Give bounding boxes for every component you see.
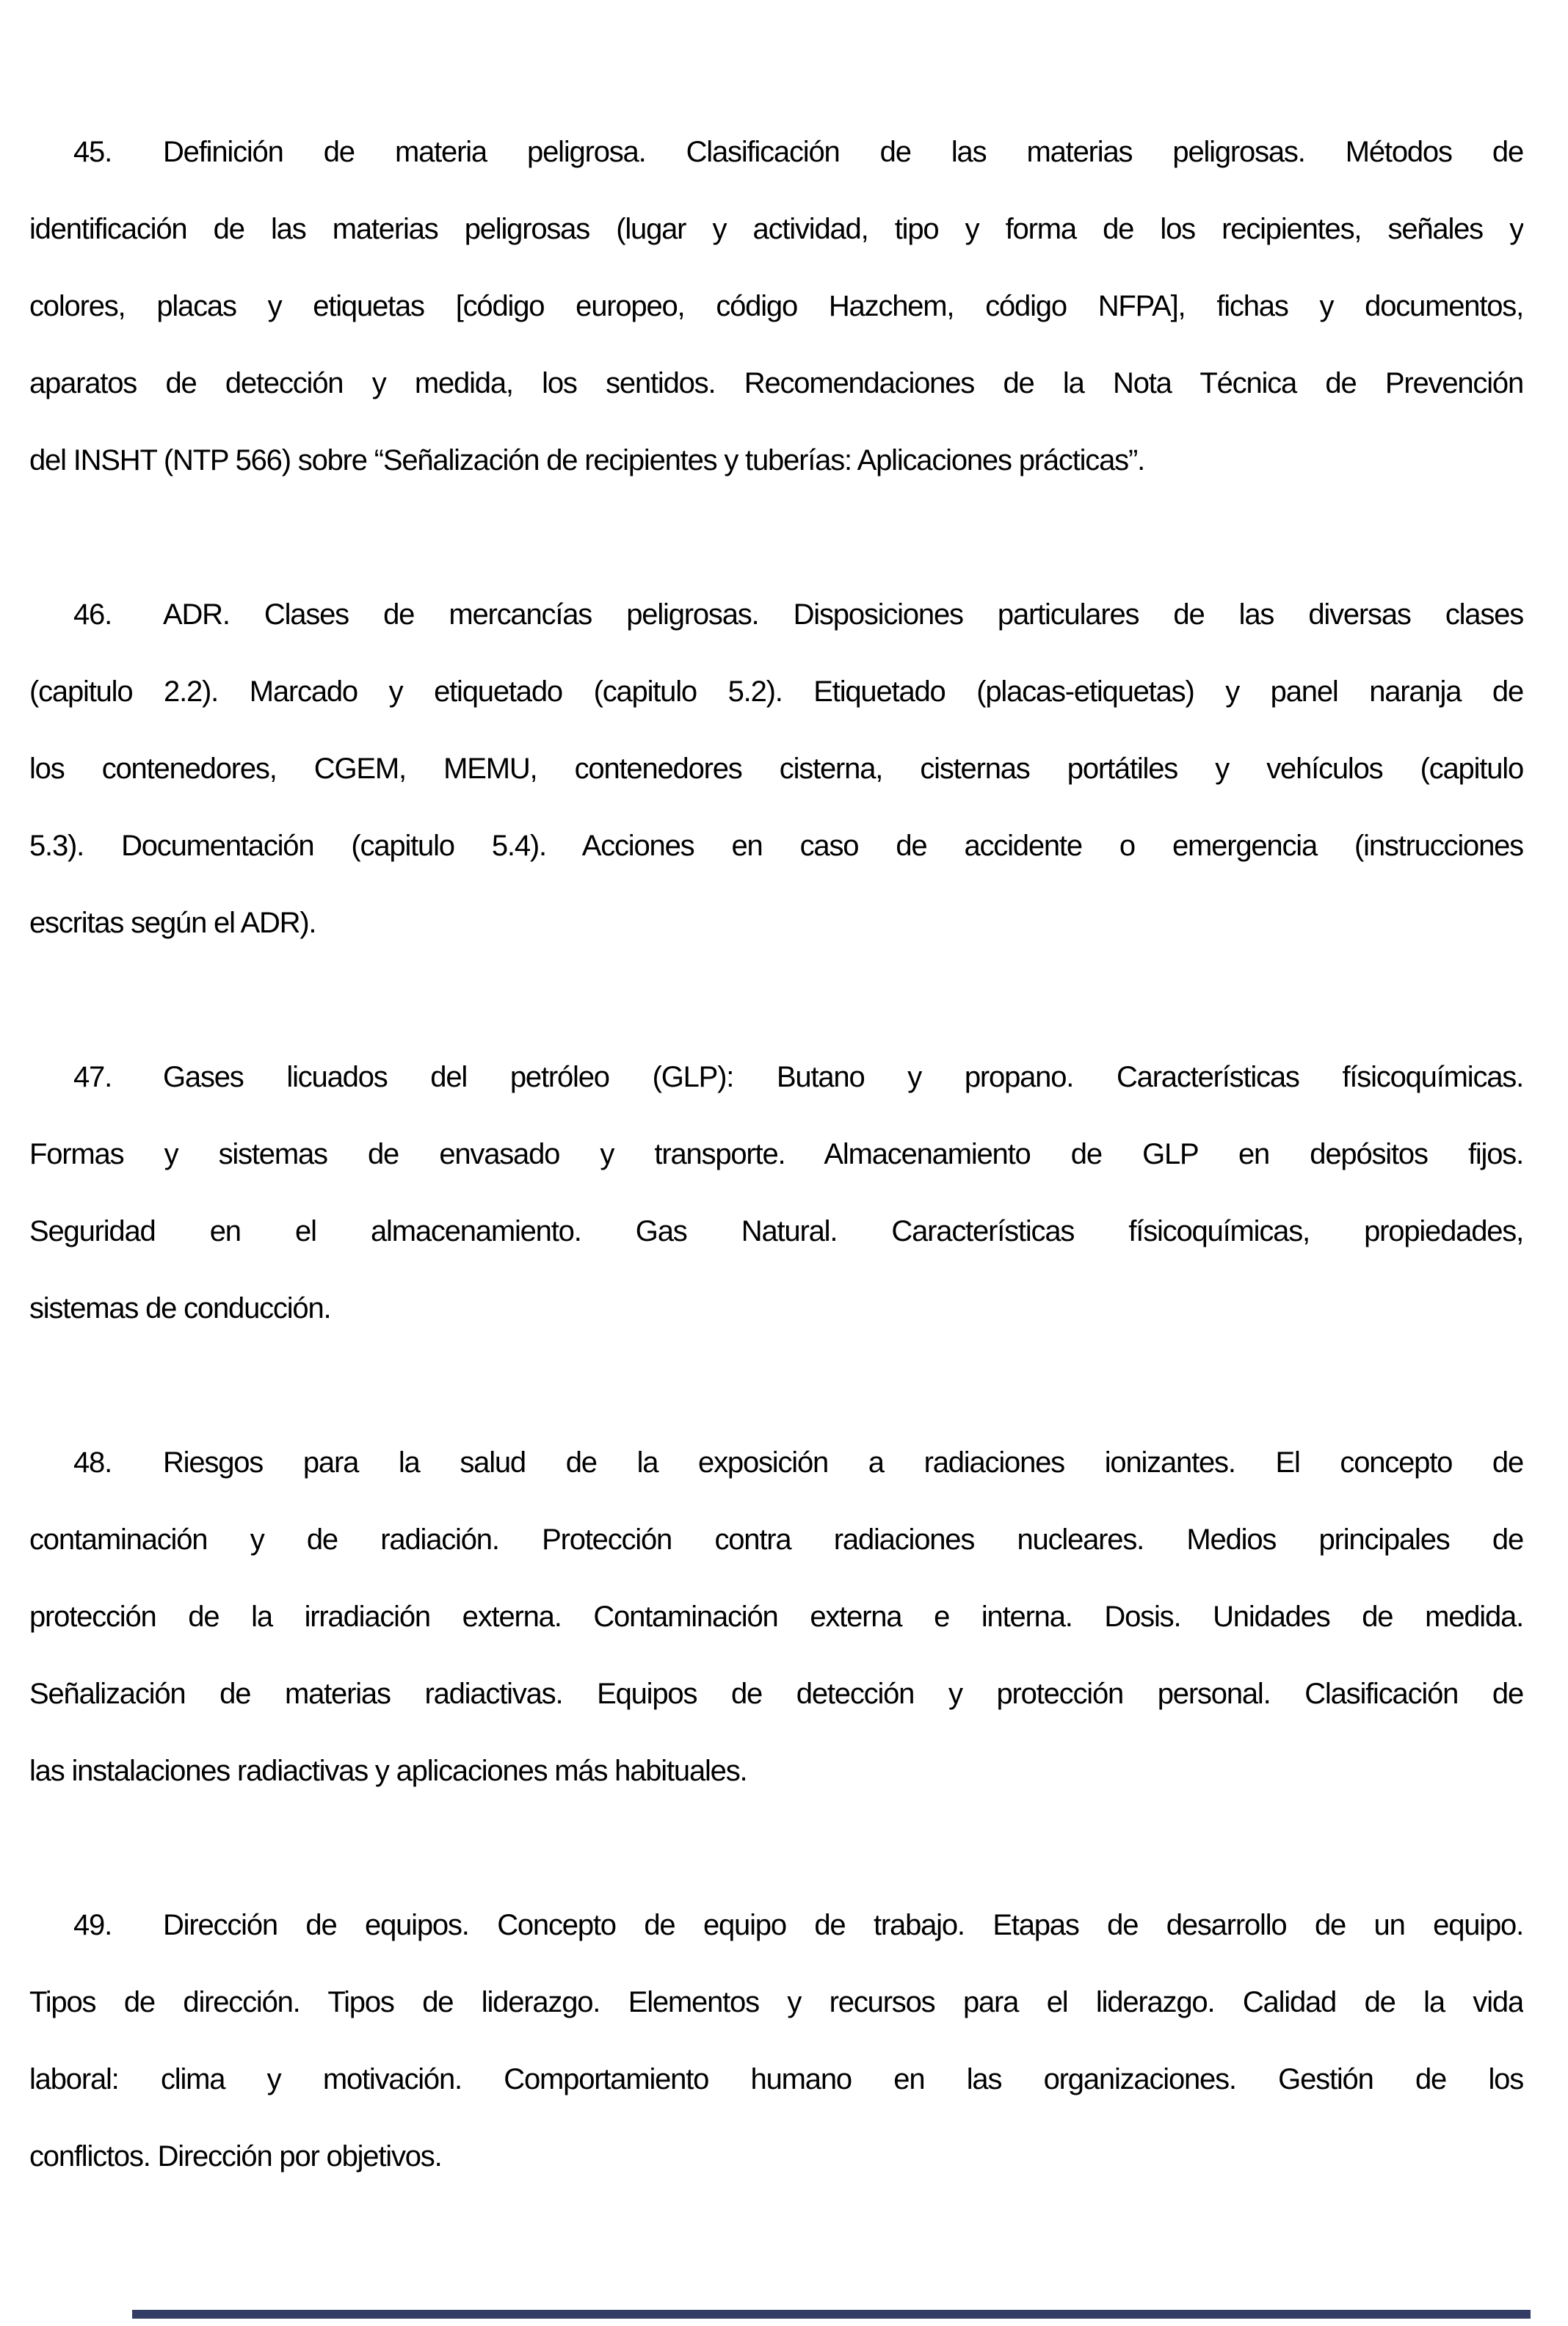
text-line: escritas según el ADR). bbox=[29, 907, 316, 939]
paragraph-number: 49. bbox=[73, 1909, 112, 1941]
paragraph-45 bbox=[29, 114, 1523, 499]
paragraph-46 bbox=[29, 576, 1523, 962]
line-text: ADR. Clases de mercancías peligrosas. Disposiciones particulares de las diversas clases bbox=[163, 598, 1523, 631]
text-line bbox=[29, 1424, 1523, 1501]
text-line bbox=[29, 1887, 1523, 1964]
text-line: aparatos de detección y medida, los sentidos. Recomendaciones de la Nota Técnica de Prevención bbox=[29, 367, 1523, 399]
text-line: sistemas de conducción. bbox=[29, 1292, 331, 1325]
text-line: Señalización de materias radiactivas. Equipos de detección y protección personal. Clasificación de bbox=[29, 1678, 1523, 1710]
text-line: colores, placas y etiquetas [código europeo, código Hazchem, código NFPA], fichas y documentos, bbox=[29, 290, 1523, 322]
paragraph-number: 48. bbox=[73, 1446, 112, 1479]
paragraph-list bbox=[29, 114, 1523, 2272]
paragraph-47 bbox=[29, 1039, 1523, 1347]
paragraph-number: 46. bbox=[73, 598, 112, 631]
text-line bbox=[29, 576, 1523, 653]
line-text: Definición de materia peligrosa. Clasificación de las materias peligrosas. Métodos de bbox=[163, 136, 1523, 168]
paragraph-number: 47. bbox=[73, 1061, 112, 1093]
text-line: 5.3). Documentación (capitulo 5.4). Acciones en caso de accidente o emergencia (instrucciones bbox=[29, 830, 1523, 862]
paragraph-49 bbox=[29, 1887, 1523, 2195]
line-text: Gases licuados del petróleo (GLP): Butano y propano. Características físicoquímicas. bbox=[163, 1061, 1523, 1093]
text-line bbox=[29, 1039, 1523, 1116]
paragraph-number: 45. bbox=[73, 136, 112, 168]
footer-rule bbox=[132, 2310, 1531, 2319]
text-line: (capitulo 2.2). Marcado y etiquetado (capitulo 5.2). Etiquetado (placas-etiquetas) y panel naranja de bbox=[29, 675, 1523, 708]
text-line: conflictos. Dirección por objetivos. bbox=[29, 2140, 442, 2173]
text-line: Seguridad en el almacenamiento. Gas Natural. Características físicoquímicas, propiedades, bbox=[29, 1215, 1523, 1247]
text-line: Formas y sistemas de envasado y transporte. Almacenamiento de GLP en depósitos fijos. bbox=[29, 1138, 1523, 1170]
paragraph-48 bbox=[29, 1424, 1523, 1810]
text-line: los contenedores, CGEM, MEMU, contenedores cisterna, cisternas portátiles y vehículos (capitulo bbox=[29, 753, 1523, 785]
text-line: Tipos de dirección. Tipos de liderazgo. Elementos y recursos para el liderazgo. Calidad de la vida bbox=[29, 1986, 1523, 2018]
text-line: contaminación y de radiación. Protección contra radiaciones nucleares. Medios principales de bbox=[29, 1524, 1523, 1556]
line-text: Riesgos para la salud de la exposición a radiaciones ionizantes. El concepto de bbox=[163, 1446, 1523, 1479]
text-line: laboral: clima y motivación. Comportamiento humano en las organizaciones. Gestión de los bbox=[29, 2063, 1523, 2095]
line-text: Dirección de equipos. Concepto de equipo de trabajo. Etapas de desarrollo de un equipo. bbox=[163, 1909, 1523, 1941]
text-line bbox=[29, 114, 1523, 191]
text-line: del INSHT (NTP 566) sobre “Señalización de recipientes y tuberías: Aplicaciones prácticas”. bbox=[29, 444, 1144, 477]
text-line: protección de la irradiación externa. Contaminación externa e interna. Dosis. Unidades de medida. bbox=[29, 1601, 1523, 1633]
text-line: las instalaciones radiactivas y aplicaciones más habituales. bbox=[29, 1755, 747, 1787]
text-line: identificación de las materias peligrosas (lugar y actividad, tipo y forma de los recipientes, señales y bbox=[29, 213, 1523, 245]
